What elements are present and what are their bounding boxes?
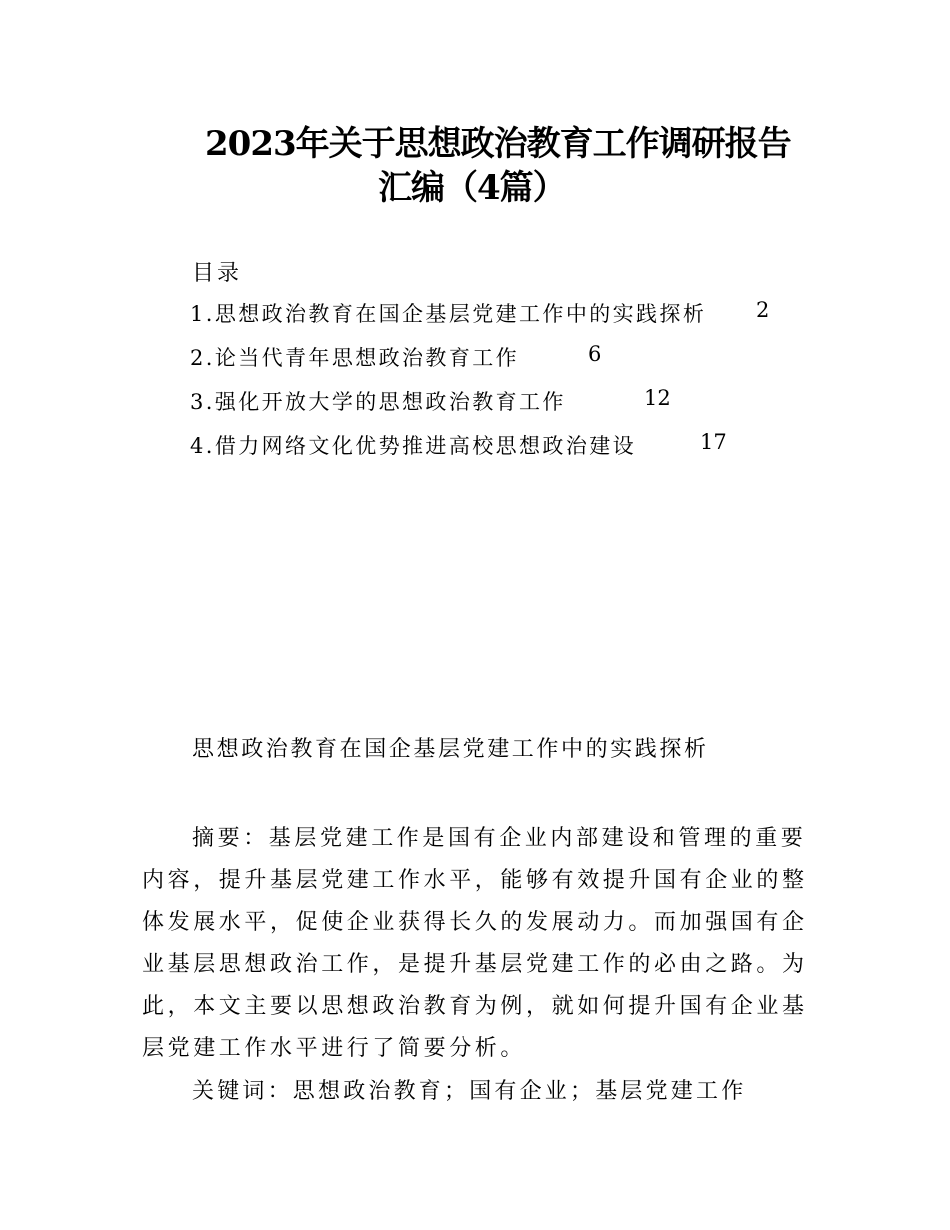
toc-item-4[interactable] <box>190 430 727 474</box>
section-title: 思想政治教育在国企基层党建工作中的实践探析 <box>192 737 709 762</box>
toc-item-label: 4.借力网络文化优势推进高校思想政治建设 <box>190 434 637 458</box>
document-title-line-2: 汇编（4篇） <box>378 168 566 208</box>
toc-item-page: 6 <box>588 342 602 366</box>
abstract-paragraph: 摘要：基层党建工作是国有企业内部建设和管理的重要内容，提升基层党建工作水平，能够有效提升国有企业的整体发展水平，促使企业获得长久的发展动力。而加强国有企业基层思想政治工作，是提升基层党建工作的必由之路。为此，本文主要以思想政治教育为例，就如何提升国有企业基层党建工作水平进行了简要分析。 <box>142 826 808 1061</box>
table-of-contents <box>190 298 770 474</box>
keywords-line: 关键词：思想政治教育；国有企业；基层党建工作 <box>192 1079 747 1104</box>
toc-item-label: 2.论当代青年思想政治教育工作 <box>190 346 520 370</box>
toc-item-page: 2 <box>756 298 770 322</box>
toc-item-label: 3.强化开放大学的思想政治教育工作 <box>190 390 566 414</box>
toc-item-page: 12 <box>644 386 671 410</box>
toc-item-page: 17 <box>700 430 727 454</box>
toc-item-label: 1.思想政治教育在国企基层党建工作中的实践探析 <box>190 302 707 326</box>
toc-item-1[interactable] <box>190 298 770 342</box>
toc-heading: 目录 <box>192 261 243 286</box>
toc-item-3[interactable] <box>190 386 706 430</box>
document-title-line-1: 2023年关于思想政治教育工作调研报告 <box>205 124 791 164</box>
toc-item-2[interactable] <box>190 342 706 386</box>
